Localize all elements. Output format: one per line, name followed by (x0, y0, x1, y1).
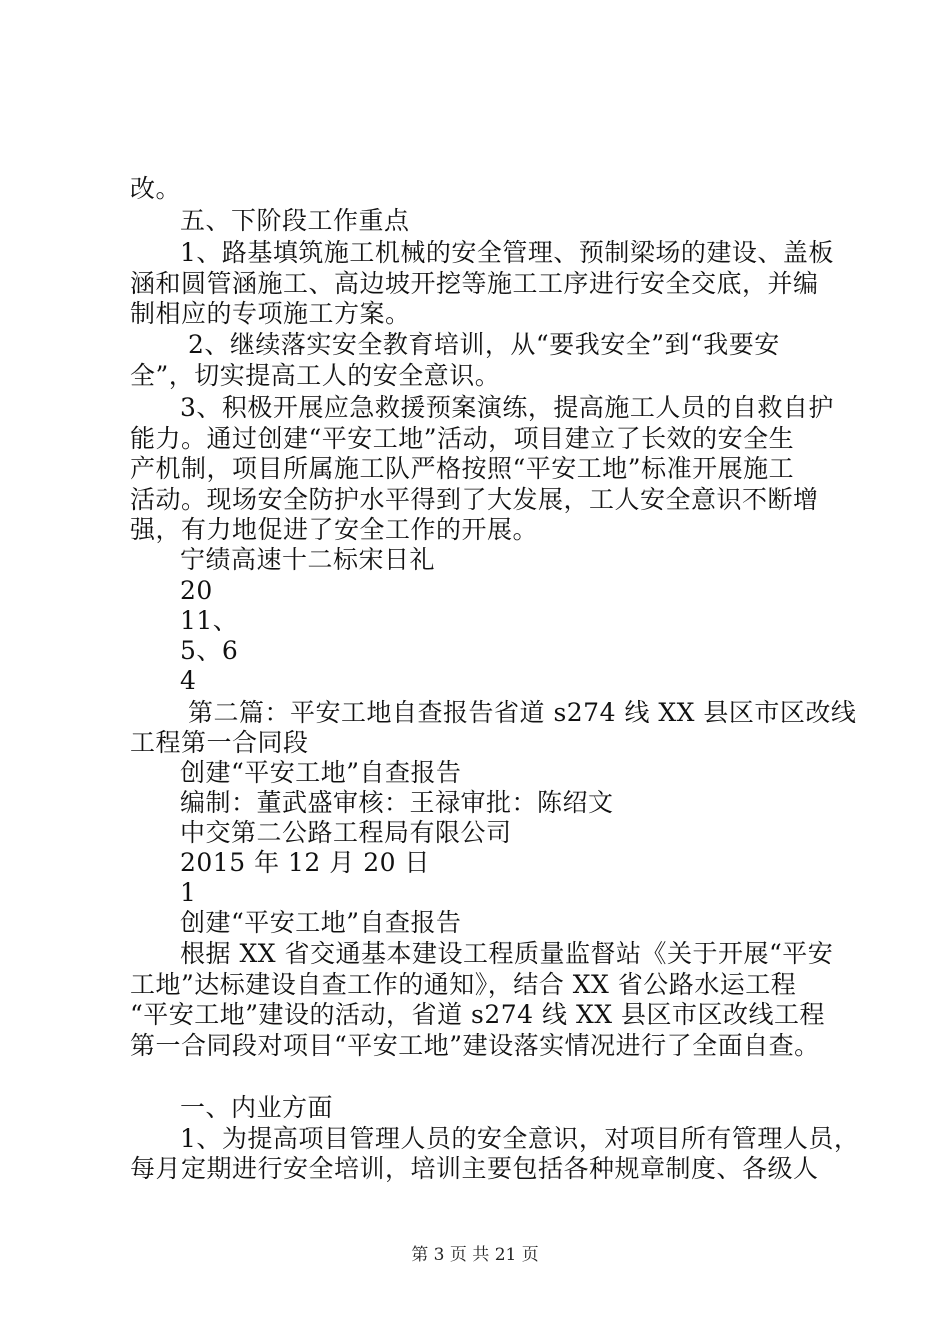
section-heading: 一、内业方面 (180, 1093, 334, 1122)
text-line: 强，有力地促进了安全工作的开展。 (130, 515, 539, 544)
text-line: 全”，切实提高工人的安全意识。 (130, 361, 501, 390)
text-line: 工地”达标建设自查工作的通知》，结合 XX 省公路水运工程 (130, 970, 797, 999)
text-line: 改。 (130, 174, 182, 203)
report-date: 2015 年 12 月 20 日 (180, 848, 430, 877)
text-line: 第一合同段对项目“平安工地”建设落实情况进行了全面自查。 (130, 1031, 820, 1060)
text-line: 每月定期进行安全培训，培训主要包括各种规章制度、各级人 (130, 1154, 819, 1183)
date-fragment: 5、6 (180, 636, 239, 665)
text-line: 3、积极开展应急救援预案演练，提高施工人员的自救自护 (180, 393, 834, 422)
text-line: 活动。现场安全防护水平得到了大发展，工人安全意识不断增 (130, 485, 819, 514)
company-name: 中交第二公路工程局有限公司 (180, 818, 512, 847)
date-fragment: 20 (180, 576, 213, 605)
chapter-title-cont: 工程第一合同段 (130, 728, 309, 757)
text-line: 1、路基填筑施工机械的安全管理、预制梁场的建设、盖板 (180, 238, 834, 267)
section-heading: 五、下阶段工作重点 (180, 206, 410, 235)
text-line: 涵和圆管涵施工、高边坡开挖等施工工序进行安全交底，并编 (130, 269, 819, 298)
date-fragment: 11、 (180, 606, 239, 635)
report-title: 创建“平安工地”自查报告 (180, 758, 462, 787)
date-fragment: 4 (180, 666, 197, 695)
chapter-title: 第二篇：平安工地自查报告省道 s274 线 XX 县区市区改线 (188, 698, 857, 727)
page-number-inline: 1 (180, 878, 197, 907)
text-line: 能力。通过创建“平安工地”活动，项目建立了长效的安全生 (130, 424, 795, 453)
authors-line: 编制：董武盛审核：王禄审批：陈绍文 (180, 788, 614, 817)
page-footer: 第 3 页 共 21 页 (411, 1245, 539, 1265)
signature-line: 宁绩高速十二标宋日礼 (180, 545, 436, 574)
text-line: 产机制，项目所属施工队严格按照“平安工地”标准开展施工 (130, 454, 795, 483)
text-line: “平安工地”建设的活动，省道 s274 线 XX 县区市区改线工程 (130, 1000, 825, 1029)
text-line: 1、为提高项目管理人员的安全意识，对项目所有管理人员， (180, 1124, 860, 1153)
report-title: 创建“平安工地”自查报告 (180, 908, 462, 937)
text-line: 制相应的专项施工方案。 (130, 299, 411, 328)
text-line: 根据 XX 省交通基本建设工程质量监督站《关于开展“平安 (180, 939, 834, 968)
text-line: 2、继续落实安全教育培训，从“要我安全”到“我要安 (188, 330, 780, 359)
